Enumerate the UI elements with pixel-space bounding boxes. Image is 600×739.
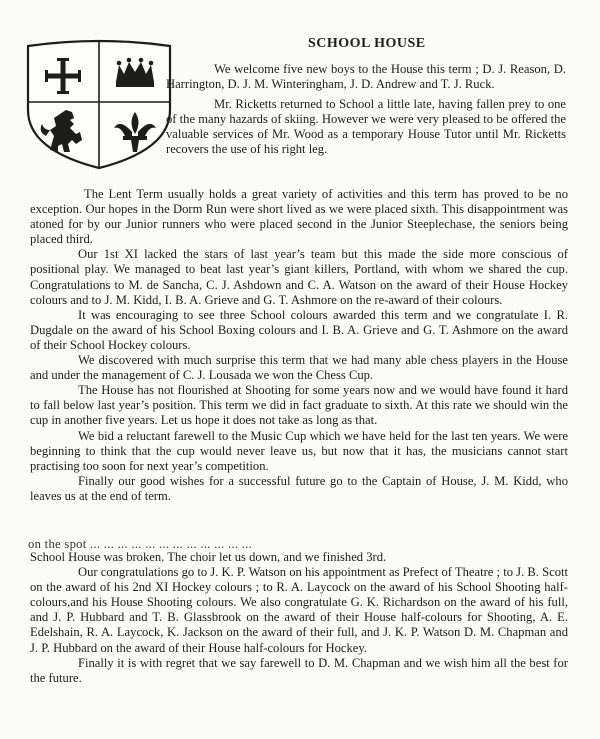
paragraph: School House was broken. The choir let us down, and we finished 3rd. [30, 550, 387, 564]
paragraph: We welcome five new boys to the House this term ; D. J. Reason, D. Harrington, D. J. M. Winteringham, J. D. Andrew and T. J. Ruck. [166, 62, 566, 92]
paragraph: Finally it is with regret that we say farewell to D. M. Chapman and we wish him all the best for the future. [30, 655, 568, 685]
paragraph: We bid a reluctant farewell to the Music Cup which we have held for the last ten years. We were beginning to think that the cup would never leave us, but now that it has, the musicians cannot start practising too soon for next year’s competition. [30, 428, 568, 473]
main-section [30, 187, 568, 504]
paragraph: Our 1st XI lacked the stars of last year’s team but this made the side more conscious of positional play. We managed to beat last year’s giant killers, Portland, with whom we shared the cup. Congratulations to M. de Sancha, C. J. Ashdown and C. A. Watson on the award of their House Hockey colours and to J. M. Kidd, I. B. A. Grieve and G. T. Ashmore on the re-award of their colours. [30, 247, 568, 307]
second-section [30, 550, 568, 686]
paragraph: Finally our good wishes for a successful future go to the Captain of House, J. M. Kidd, who leaves us at the end of term. [30, 473, 568, 503]
intro-section [166, 62, 566, 163]
page-title: SCHOOL HOUSE [308, 36, 426, 51]
paragraph: The Lent Term usually holds a great variety of activities and this term has proved to be no exception. Our hopes in the Dorm Run were short lived as we were placed sixth. This disappointment was atoned for by our Junior runners who were placed second in the Junior Steeplechase, the seniors being placed third. [30, 187, 568, 247]
paragraph: Mr. Ricketts returned to School a little late, having fallen prey to one of the many hazards of skiing. However we were very pleased to be offered the valuable services of Mr. Wood as a temporary House Tutor until Mr. Ricketts recovers the use of his right leg. [166, 97, 566, 157]
paragraph: The House has not flourished at Shooting for some years now and we would have found it hard to fall below last year’s position. This term we did in fact graduate to sixth. At this rate we should win the cup in another five years. Let us hope it does not take as long as that. [30, 383, 568, 428]
paragraph: Our congratulations go to J. K. P. Watson on his appointment as Prefect of Theatre ; to J. B. Scott on the award of his 2nd XI Hockey colours ; to R. A. Laycock on the award of his School Shooting half-colours,and his House Shooting colours. We also congratulate G. K. Richardson on the award of his full, and J. P. Hubbard and T. B. Glassbrook on the award of their House half-colours for Shooting, A. E. Edelshain, R. A. Laycock, K. Jackson on the award of their full, and J. K. P. Watson D. M. Chapman and J. P. Hubbard on the award of their House half-colours for Hockey. [30, 565, 568, 655]
paragraph: We discovered with much surprise this term that we had many able chess players in the House and under the management of C. J. Lousada we won the Chess Cup. [30, 353, 568, 383]
paragraph: It was encouraging to see three School colours awarded this term and we congratulate I. R. Dugdale on the award of his School Boxing colours and I. B. A. Grieve and G. T. Ashmore on the award of their School Hockey colours. [30, 307, 568, 352]
cut-line: on the spot ... ... ... ... ... ... ... ... ... ... ... ... [28, 537, 253, 551]
house-crest [24, 40, 174, 172]
